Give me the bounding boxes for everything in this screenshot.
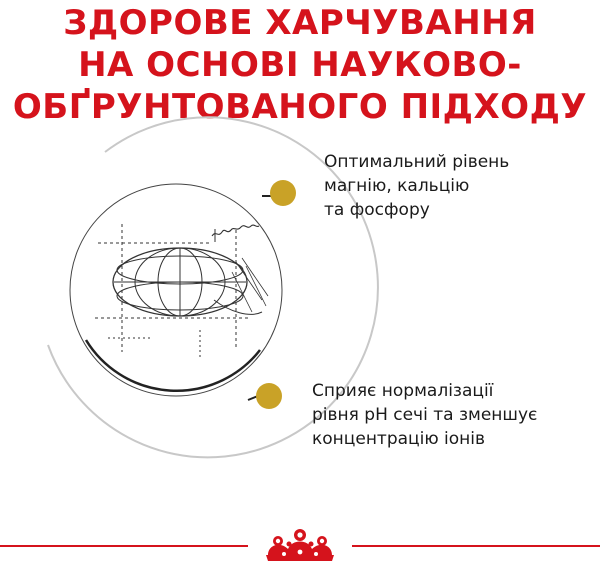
benefit-2-line-3: концентрацію іонів: [312, 429, 486, 449]
benefit-1-line-3: та фосфору: [324, 200, 430, 220]
cat-struvite-crystal-sketch-icon: [95, 224, 268, 358]
inner-ring-shadow: [86, 340, 260, 391]
benefit-text-1: [324, 150, 509, 222]
inner-ring: [70, 184, 282, 396]
benefit-text-2: [312, 379, 537, 451]
benefit-2-line-2: рівня pH сечі та зменшує: [312, 405, 538, 425]
headline-line-3: ОБҐРУНТОВАНОГО ПІДХОДУ: [12, 87, 588, 127]
benefit-2-line-1: Сприяє нормалізації: [312, 381, 494, 401]
headline-line-2: НА ОСНОВІ НАУКОВО-: [78, 45, 522, 85]
benefit-bullet-1: [270, 180, 296, 206]
benefit-1-line-1: Оптимальний рівень: [324, 152, 510, 172]
benefit-bullet-2: [256, 383, 282, 409]
headline-line-1: ЗДОРОВЕ ХАРЧУВАННЯ: [63, 3, 537, 43]
benefit-1-line-2: магнію, кальцію: [324, 176, 470, 196]
brand-logo: [248, 525, 352, 563]
royal-crown-logo-icon: [248, 525, 352, 563]
